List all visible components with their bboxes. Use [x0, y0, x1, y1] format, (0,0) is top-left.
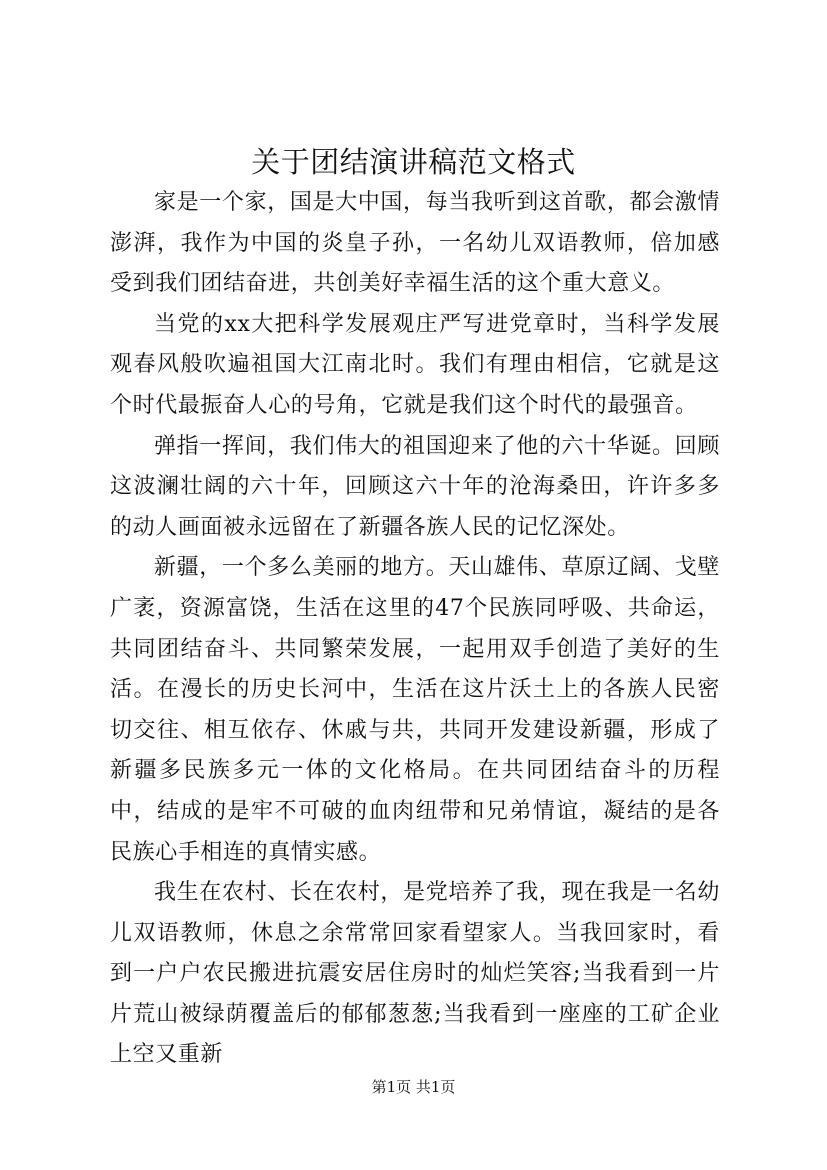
- page-title: 关于团结演讲稿范文格式: [251, 145, 576, 179]
- paragraph-2: 当党的xx大把科学发展观庄严写进党章时，当科学发展观春风般吹遍祖国大江南北时。我们有理由相信，它就是这个时代最振奋人心的号角，它就是我们这个时代的最强音。: [110, 311, 720, 418]
- paragraph-1: 家是一个家，国是大中国，每当我听到这首歌，都会激情澎湃，我作为中国的炎皇子孙，一名幼儿双语教师，倍加感受到我们团结奋进，共创美好幸福生活的这个重大意义。: [110, 190, 720, 297]
- paragraph-3: 弹指一挥间，我们伟大的祖国迎来了他的六十华诞。回顾这波澜壮阔的六十年，回顾这六十年的沧海桑田，许许多多的动人画面被永远留在了新疆各族人民的记忆深处。: [110, 433, 720, 540]
- paragraph-4: 新疆，一个多么美丽的地方。天山雄伟、草原辽阔、戈壁广袤，资源富饶，生活在这里的47个民族同呼吸、共命运，共同团结奋斗、共同繁荣发展，一起用双手创造了美好的生活。在漫长的历史长河中，生活在这片沃土上的各族人民密切交往、相互依存、休戚与共，共同开发建设新疆，形成了新疆多民族多元一体的文化格局。在共同团结奋斗的历程中，结成的是牢不可破的血肉纽带和兄弟情谊，凝结的是各民族心手相连的真情实感。: [110, 555, 720, 865]
- page-number-label: 第1页 共1页: [371, 1078, 456, 1096]
- page-footer: [0, 1077, 827, 1097]
- paragraph-5: 我生在农村、长在农村，是党培养了我，现在我是一名幼儿双语教师，休息之余常常回家看望家人。当我回家时，看到一户户农民搬进抗震安居住房时的灿烂笑容;当我看到一片片荒山被绿荫覆盖后的郁郁葱葱;当我看到一座座的工矿企业上空又重新: [110, 880, 720, 1068]
- document-body: [110, 183, 720, 1076]
